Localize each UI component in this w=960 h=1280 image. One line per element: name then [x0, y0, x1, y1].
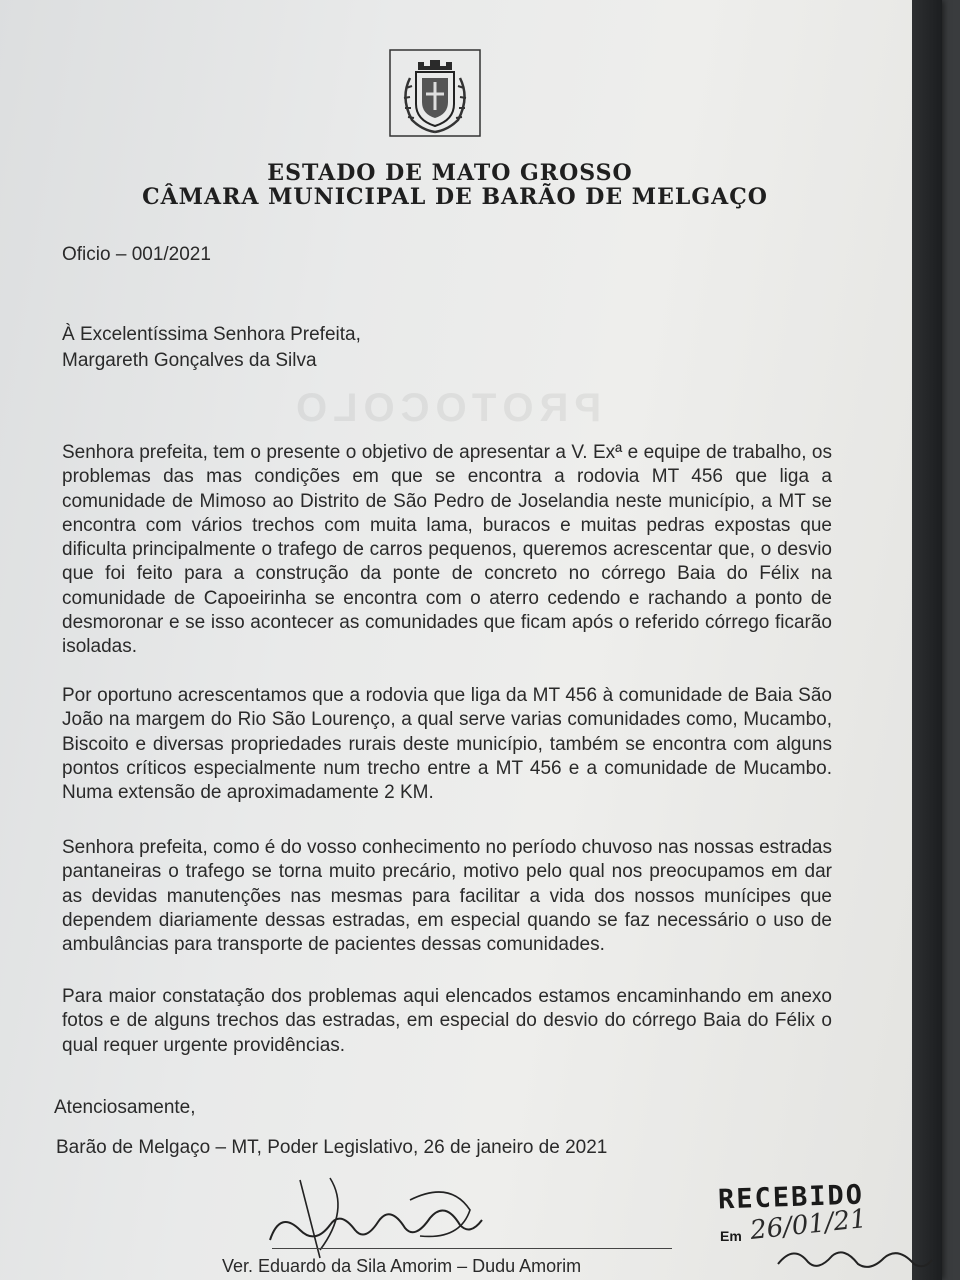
received-date-handwritten: 26/01/21 — [748, 1203, 869, 1247]
receiver-initials — [774, 1238, 934, 1274]
faded-protocol-stamp: PROTOCOLO — [290, 386, 602, 430]
handwritten-signature — [260, 1170, 490, 1260]
closing-salutation: Atenciosamente, — [54, 1097, 196, 1118]
signature-line — [272, 1248, 672, 1249]
body-paragraph-2: Por oportuno acrescentamos que a rodovia que liga da MT 456 à comunidade de Baia São João na margem do Rio São Lourenço, a qual serve varias comunidades como, Mucambo, Biscoito e diversas propriedades rurais deste município, também se encontra com alguns pontos críticos especialmente num trecho entre a MT 456 e a comunidade de Mucambo. Numa extensão de aproximadamente 2 KM. — [62, 685, 832, 804]
received-stamp-em-label: Em — [720, 1228, 742, 1244]
received-stamp: RECEBIDO — [717, 1179, 865, 1216]
body-paragraph-3: Senhora prefeita, como é do vosso conhecimento no período chuvoso nas nossas estradas pantaneiras o trafego se torna muito precário, motivo pelo qual nos preocupamos em dar as devidas manutenções nas mesmas para facilitar a vida dos nossos munícipes que dependem diariamente dessas estradas, em especial quando se faz necessário o uso de ambulâncias para transporte de pacientes dessas comunidades. — [62, 837, 832, 956]
body-paragraph-4: Para maior constatação dos problemas aqui elencados estamos encaminhando em anexo fotos e de alguns trechos das estradas, em especial do desvio do córrego Baia do Félix o qual requer urgente providências. — [62, 986, 832, 1056]
signatory-name: Ver. Eduardo da Sila Amorim – Dudu Amorim — [222, 1256, 582, 1276]
place-and-date: Barão de Melgaço – MT, Poder Legislativo, 26 de janeiro de 2021 — [56, 1137, 608, 1158]
addressee-block — [62, 322, 361, 374]
addressee-title: À Excelentíssima Senhora Prefeita, — [62, 324, 361, 345]
state-heading: ESTADO DE MATO GROSSO — [267, 160, 633, 186]
chamber-heading: CÂMARA MUNICIPAL DE BARÃO DE MELGAÇO — [142, 184, 768, 210]
background-edge — [912, 0, 942, 1280]
body-paragraph-1: Senhora prefeita, tem o presente o objetivo de apresentar a V. Exª e equipe de trabalho, os problemas das mas condições em que se encontra a rodovia MT 456 que liga a comunidade de Mimoso ao Distrito de São Pedro de Joselandia neste município, a MT se encontra com vários trechos com muita lama, buracos e muitas pedras expostas que dificulta principalmente o trafego de carros pequenos, queremos acrescentar que, o desvio que foi feito para a construção da ponte de concreto no córrego Baia do Félix na comunidade de Capoeirinha se encontra com o aterro cedendo e rachando a ponto de desmoronar e se isso acontecer as comunidades que ficam após o referido córrego ficarão isoladas. — [62, 442, 832, 658]
addressee-name: Margareth Gonçalves da Silva — [62, 350, 317, 371]
oficio-number: Oficio – 001/2021 — [62, 244, 211, 265]
municipal-coat-of-arms — [388, 48, 482, 138]
